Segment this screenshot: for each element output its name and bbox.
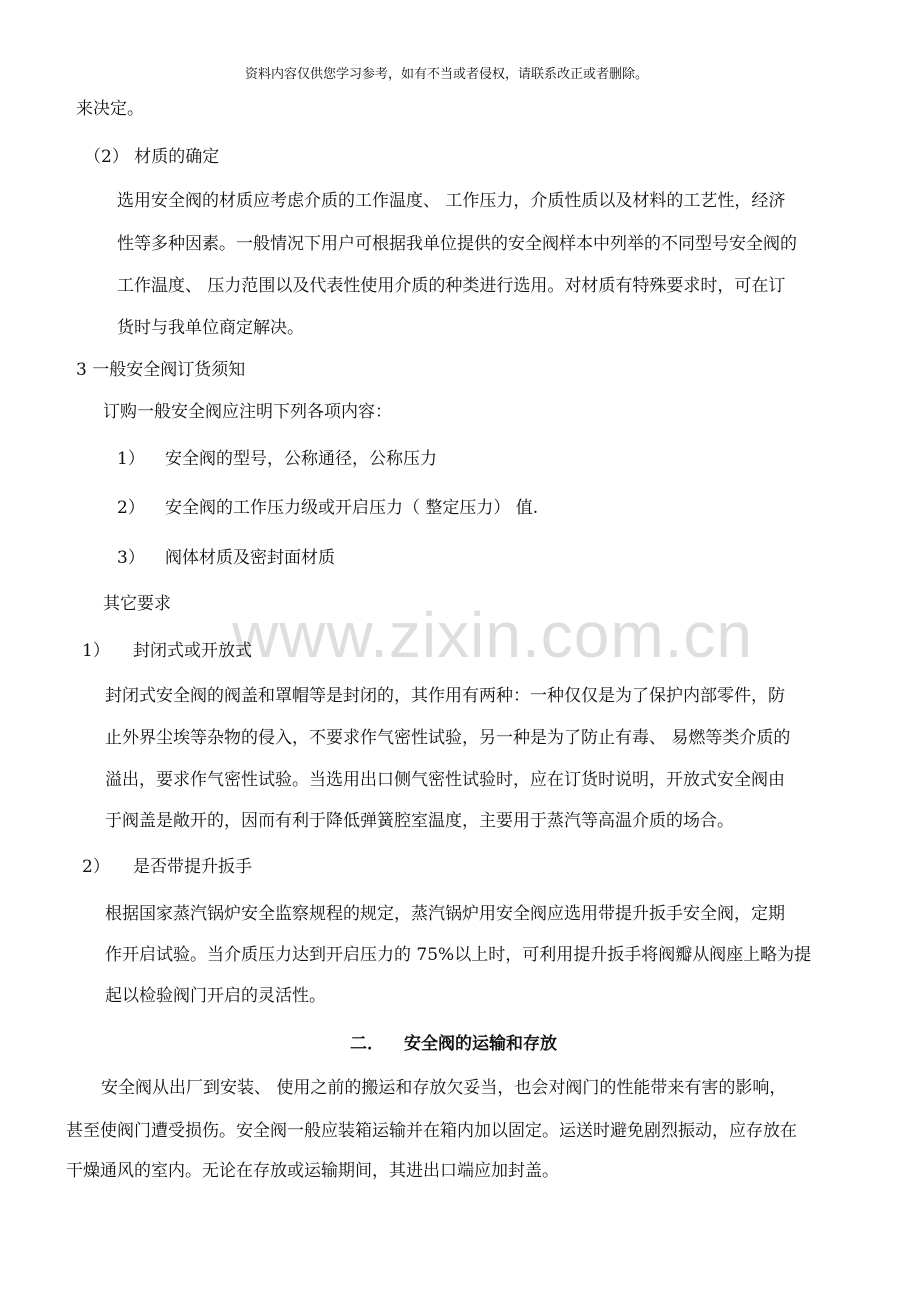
paragraph-line: 止外界尘埃等杂物的侵入，不要求作气密性试验，另一种是为了防止有毒、 易燃等类介质的	[105, 728, 791, 748]
paragraph-line: 封闭式安全阀的阀盖和罩帽等是封闭的，其作用有两种：一种仅仅是为了保护内部零件，防	[105, 686, 785, 706]
paragraph-line: 工作温度、 压力范围以及代表性使用介质的种类进行选用。对材质有特殊要求时，可在订	[117, 276, 786, 296]
watermark: www.zixin.com.cn	[232, 599, 753, 671]
paragraph-line: 溢出，要求作气密性试验。当选用出口侧气密性试验时，应在订货时说明，开放式安全阀由	[105, 770, 785, 790]
paragraph-line: 选用安全阀的材质应考虑介质的工作温度、 工作压力，介质性质以及材料的工艺性，经济	[117, 191, 786, 211]
material-heading: （2） 材质的确定	[84, 147, 220, 167]
sub2-number: 2）	[82, 857, 110, 877]
order-heading: 3 一般安全阀订货须知	[76, 360, 246, 380]
paragraph-line: 甚至使阀门遭受损伤。安全阀一般应装箱运输并在箱内加以固定。运送时避免剧烈振动，应存放在	[66, 1121, 797, 1141]
list-item-number: 3）	[117, 548, 145, 568]
list-item-number: 2）	[117, 498, 145, 518]
header-notice: 资料内容仅供您学习参考，如有不当或者侵权，请联系改正或者删除。	[245, 67, 649, 82]
paragraph-line: 起以检验阀门开启的灵活性。	[105, 986, 326, 1006]
list-item-text: 安全阀的工作压力级或开启压力（ 整定压力） 值.	[165, 498, 539, 518]
paragraph-line: 货时与我单位商定解决。	[117, 318, 304, 338]
sub1-number: 1）	[82, 641, 110, 661]
paragraph-line: 作开启试验。当介质压力达到开启压力的 75%以上时，可利用提升扳手将阀瓣从阀座上略为提	[105, 945, 812, 965]
paragraph-line: 于阀盖是敞开的，因而有利于降低弹簧腔室温度，主要用于蒸汽等高温介质的场合。	[105, 811, 734, 831]
section-title-number: 二．	[350, 1034, 384, 1054]
paragraph-line: 干燥通风的室内。无论在存放或运输期间，其进出口端应加封盖。	[66, 1161, 559, 1181]
section-title-text: 安全阀的运输和存放	[404, 1034, 557, 1054]
list-item-text: 阀体材质及密封面材质	[165, 548, 335, 568]
paragraph-line: 性等多种因素。一般情况下用户可根据我单位提供的安全阀样本中列举的不同型号安全阀的	[117, 234, 797, 254]
intro-tail-text: 来决定。	[76, 99, 144, 119]
other-requirements-heading: 其它要求	[103, 594, 171, 614]
sub1-title: 封闭式或开放式	[133, 641, 252, 661]
list-item-number: 1）	[117, 449, 145, 469]
paragraph-line: 安全阀从出厂到安装、 使用之前的搬运和存放欠妥当，也会对阀门的性能带来有害的影响，	[101, 1078, 787, 1098]
order-lead: 订购一般安全阀应注明下列各项内容：	[103, 402, 392, 422]
list-item-text: 安全阀的型号，公称通径，公称压力	[165, 449, 437, 469]
sub2-title: 是否带提升扳手	[133, 857, 252, 877]
paragraph-line: 根据国家蒸汽锅炉安全监察规程的规定，蒸汽锅炉用安全阀应选用带提升扳手安全阀，定期	[105, 904, 785, 924]
